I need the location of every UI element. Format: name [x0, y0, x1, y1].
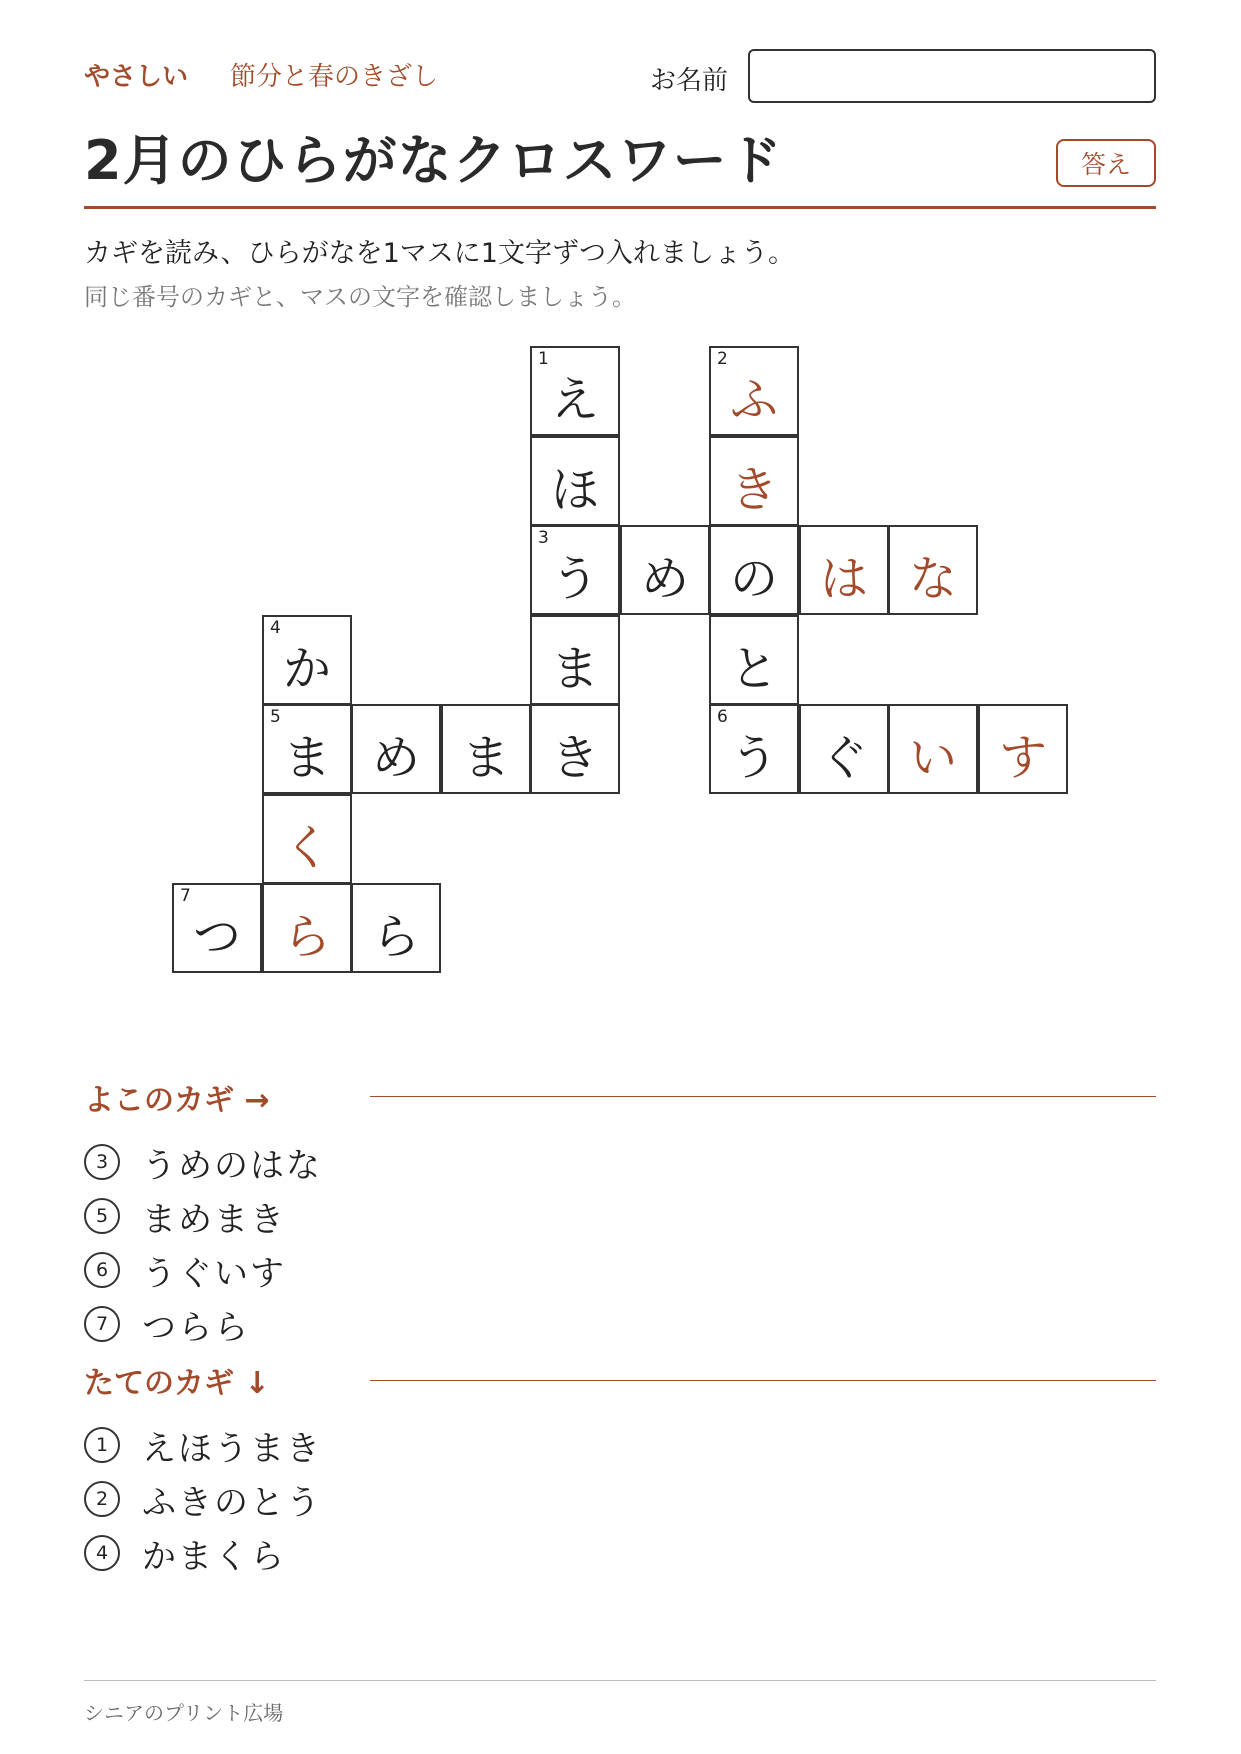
cell-number: 1 [538, 349, 549, 369]
clue-text: かまくら [142, 1536, 286, 1577]
grid-cell[interactable] [351, 883, 441, 973]
clue-text: ふきのとう [142, 1482, 322, 1523]
cell-letter: ほ [550, 461, 599, 518]
clue-number-badge: 6 [84, 1252, 120, 1288]
grid-cell[interactable] [709, 346, 799, 436]
grid-cell[interactable] [530, 346, 620, 436]
down-clue [84, 1533, 286, 1577]
cell-letter: ぐ [819, 729, 868, 786]
cell-letter: は [819, 550, 868, 607]
cell-letter: つ [192, 908, 241, 965]
cell-letter: ら [371, 908, 420, 965]
grid-cell[interactable] [709, 615, 799, 705]
clue-text: えほうまき [142, 1428, 322, 1469]
grid-cell[interactable] [441, 704, 531, 794]
down-clue [84, 1425, 322, 1469]
grid-cell[interactable] [172, 883, 262, 973]
down-heading: たてのカギ ↓ [84, 1366, 270, 1401]
across-heading: よこのカギ → [84, 1083, 270, 1118]
grid-cell[interactable] [530, 704, 620, 794]
answer-badge: 答え [1056, 139, 1156, 187]
across-clue [84, 1304, 250, 1348]
cell-letter: ま [461, 729, 510, 786]
grid-cell[interactable] [262, 794, 352, 884]
cell-letter: え [550, 371, 599, 428]
cell-letter: う [550, 550, 599, 607]
cell-number: 5 [270, 707, 281, 727]
grid-cell[interactable] [530, 436, 620, 526]
instruction-line-1: カギを読み、ひらがなを1マスに1文字ずつ入れましょう。 [84, 238, 795, 269]
footer-text: シニアのプリント広場 [84, 1701, 284, 1725]
cell-letter: ら [282, 908, 331, 965]
down-divider [370, 1380, 1156, 1381]
cell-number: 7 [180, 886, 191, 906]
grid-cell[interactable] [799, 525, 889, 615]
cell-letter: ま [282, 729, 331, 786]
across-clue [84, 1196, 286, 1240]
page-title: 2月のひらがなクロスワード [84, 129, 783, 192]
clue-number-badge: 7 [84, 1306, 120, 1342]
grid-cell[interactable] [888, 704, 978, 794]
cell-number: 3 [538, 528, 549, 548]
grid-cell[interactable] [799, 704, 889, 794]
cell-letter: き [550, 729, 599, 786]
clue-text: うぐいす [142, 1253, 286, 1294]
grid-cell[interactable] [620, 525, 710, 615]
across-divider [370, 1096, 1156, 1097]
instruction-line-2: 同じ番号のカギと、マスの文字を確認しましょう。 [84, 283, 636, 311]
grid-cell[interactable] [978, 704, 1068, 794]
clue-number-badge: 1 [84, 1427, 120, 1463]
grid-cell[interactable] [262, 615, 352, 705]
clue-number-badge: 5 [84, 1198, 120, 1234]
clue-number-badge: 2 [84, 1481, 120, 1517]
grid-cell[interactable] [530, 615, 620, 705]
grid-cell[interactable] [709, 436, 799, 526]
across-clue [84, 1142, 322, 1186]
cell-letter: う [729, 729, 778, 786]
cell-number: 6 [717, 707, 728, 727]
cell-letter: い [908, 729, 957, 786]
grid-cell[interactable] [530, 525, 620, 615]
grid-cell[interactable] [709, 525, 799, 615]
grid-cell[interactable] [888, 525, 978, 615]
clue-text: うめのはな [142, 1145, 322, 1186]
cell-letter: ま [550, 640, 599, 697]
clue-number-badge: 4 [84, 1535, 120, 1571]
cell-letter: の [729, 550, 778, 607]
cell-letter: く [282, 819, 331, 876]
difficulty-label: やさしい [84, 62, 189, 92]
clue-number-badge: 3 [84, 1144, 120, 1180]
cell-letter: ふ [729, 371, 778, 428]
theme-label: 節分と春のきざし [230, 62, 439, 92]
cell-number: 2 [717, 349, 728, 369]
clue-text: つらら [142, 1307, 250, 1348]
down-clue [84, 1479, 322, 1523]
cell-letter: と [729, 640, 778, 697]
name-label: お名前 [650, 66, 729, 96]
grid-cell[interactable] [262, 883, 352, 973]
cell-letter: め [640, 550, 689, 607]
across-clue [84, 1250, 286, 1294]
clue-text: まめまき [142, 1199, 286, 1240]
footer-divider [84, 1680, 1156, 1681]
grid-cell[interactable] [262, 704, 352, 794]
grid-cell[interactable] [709, 704, 799, 794]
cell-letter: か [282, 640, 331, 697]
cell-letter: す [998, 729, 1047, 786]
cell-letter: な [908, 550, 957, 607]
cell-letter: め [371, 729, 420, 786]
grid-cell[interactable] [351, 704, 441, 794]
cell-number: 4 [270, 618, 281, 638]
cell-letter: き [729, 461, 778, 518]
